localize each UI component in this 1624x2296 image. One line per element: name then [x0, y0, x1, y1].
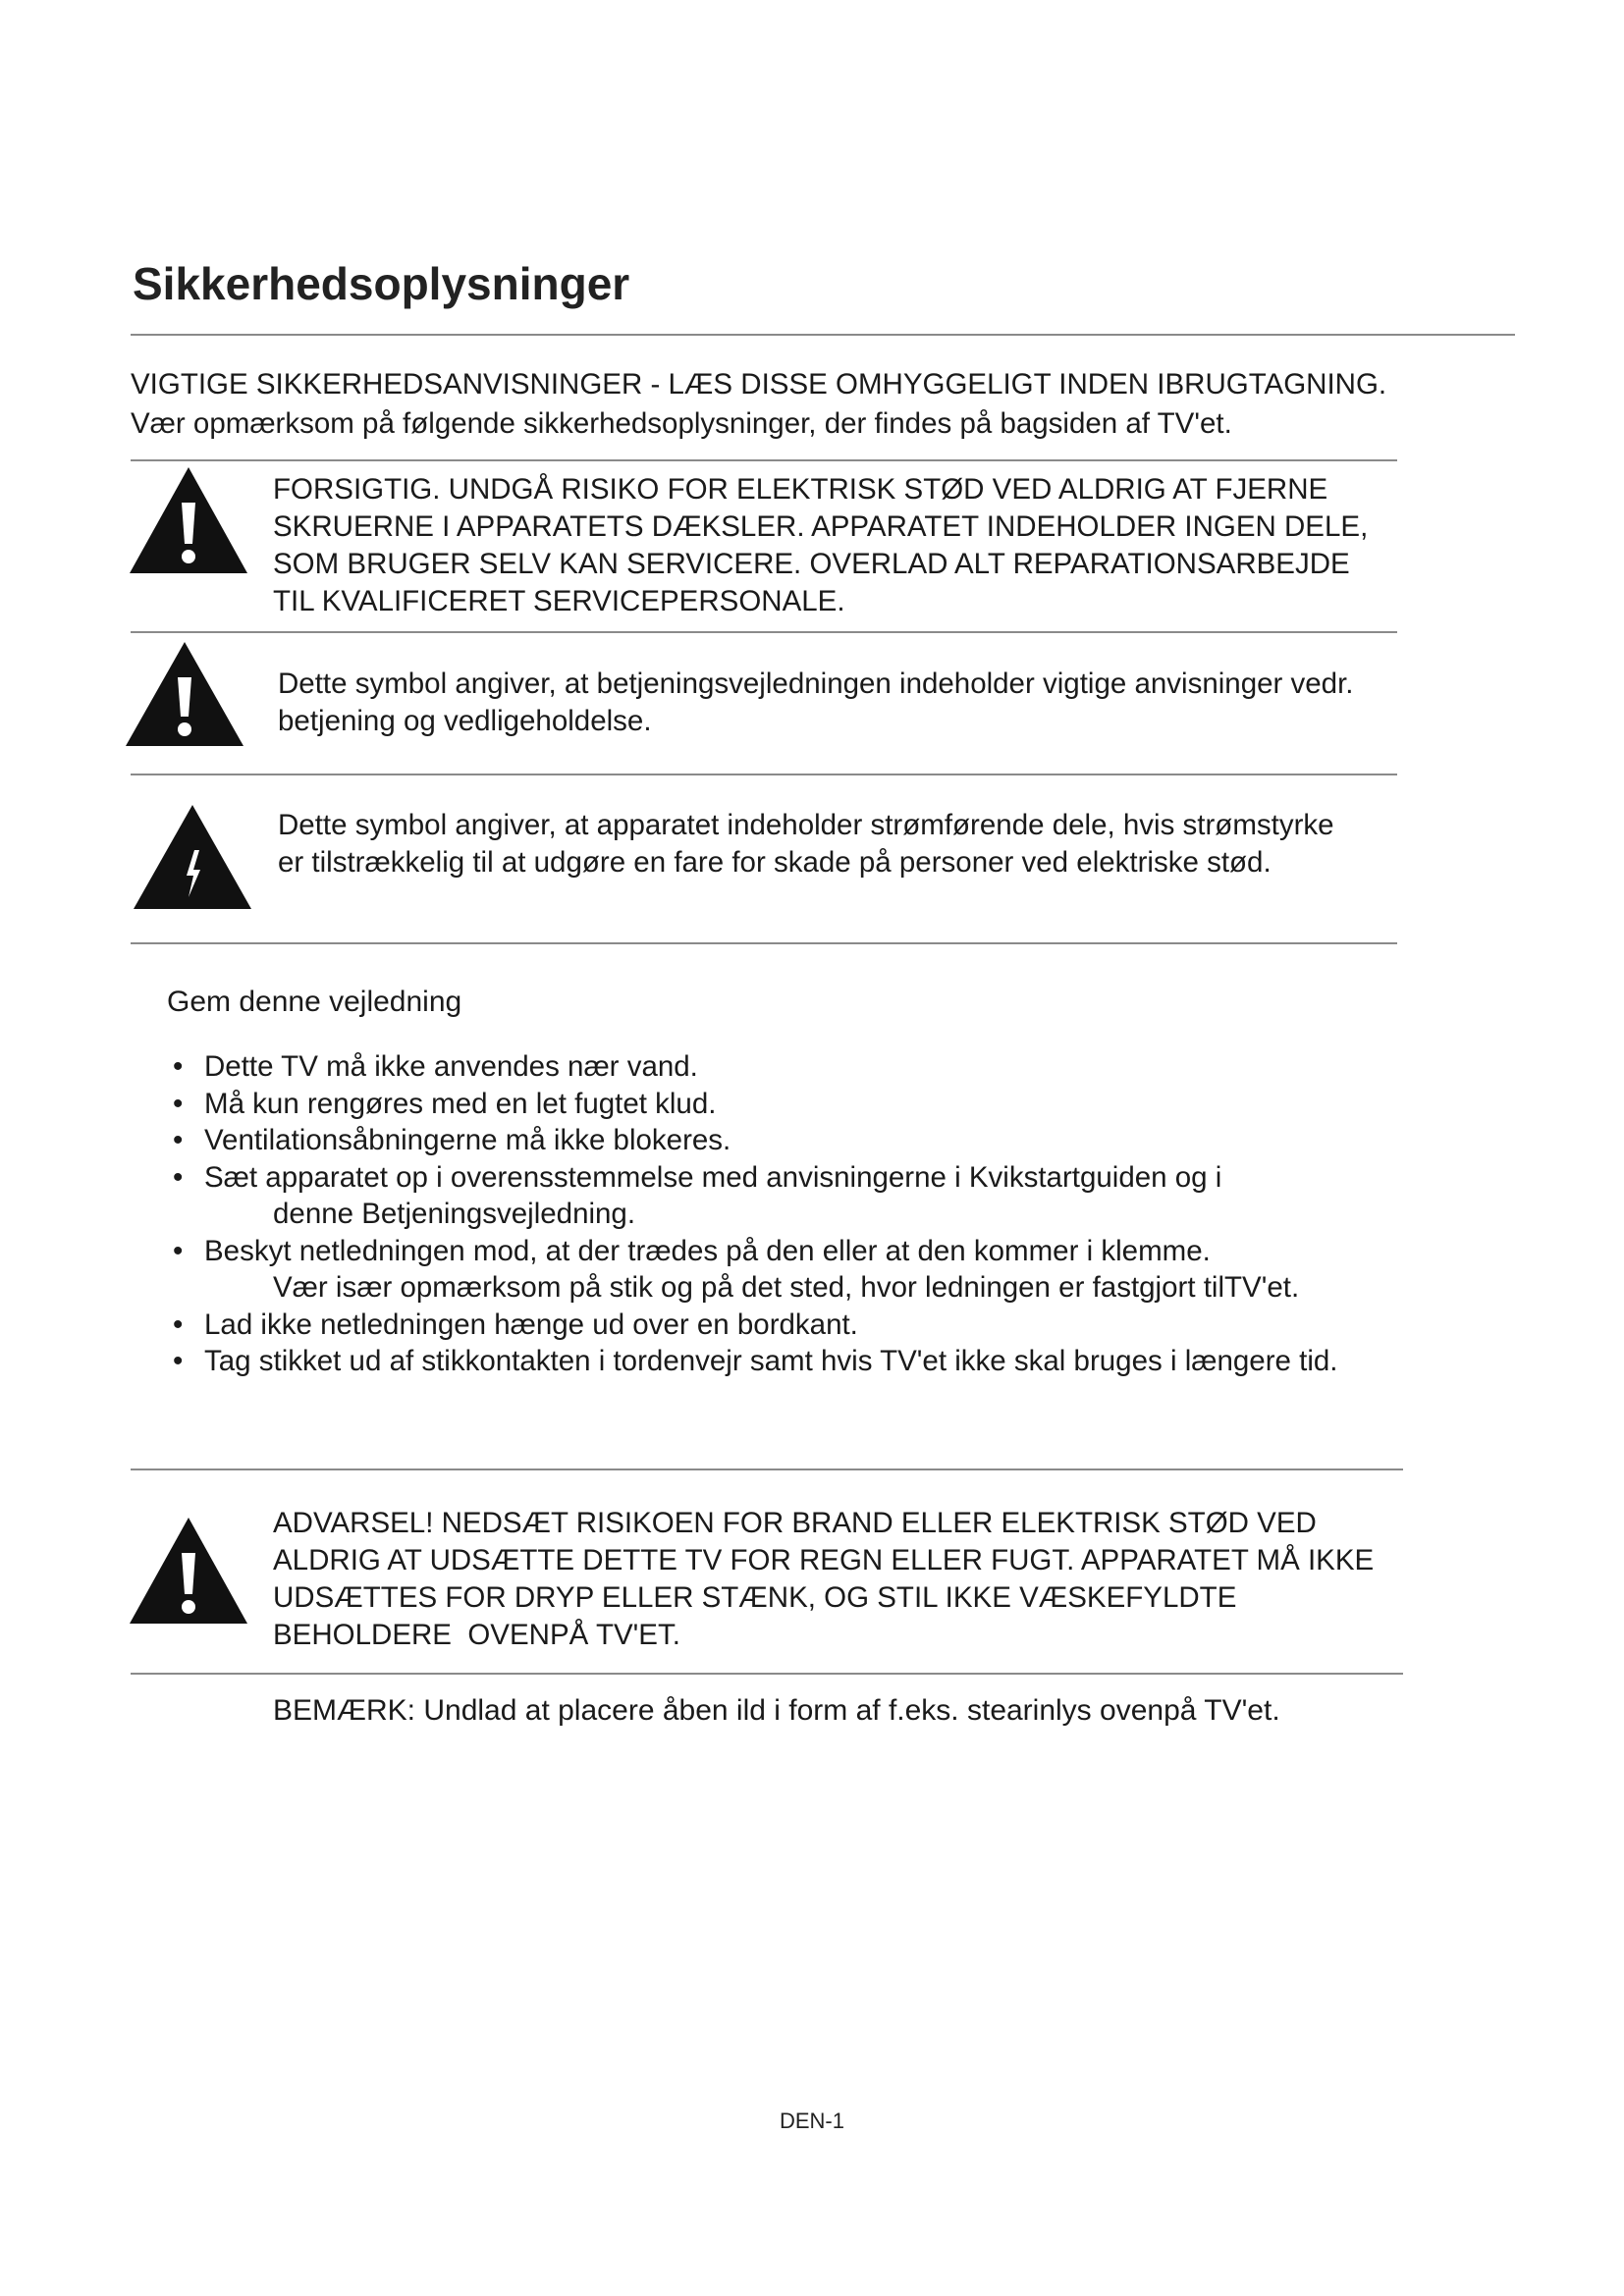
rule-text: Ventilationsåbningerne må ikke blokeres. [204, 1124, 731, 1156]
warning-triangle-icon [128, 1516, 249, 1626]
lightning-symbol-text [278, 807, 1456, 881]
section-divider [131, 631, 1397, 633]
lightning-triangle-icon [132, 803, 253, 911]
exclamation-symbol-text [278, 666, 1456, 740]
warning-line: UDSÆTTES FOR DRYP ELLER STÆNK, OG STIL IKKE VÆSKEFYLDTE [273, 1581, 1237, 1614]
intro-line: Vær opmærksom på følgende sikkerhedsoplysninger, der findes på bagsiden af TV'et. [131, 407, 1232, 440]
safety-rules-list [169, 1048, 1543, 1380]
section-divider [131, 942, 1397, 944]
section-divider [131, 774, 1397, 775]
title-divider [131, 334, 1515, 336]
page-number: DEN-1 [779, 2109, 844, 2133]
list-item [169, 1086, 1543, 1123]
section-divider [131, 1673, 1403, 1675]
warning-line: ALDRIG AT UDSÆTTE DETTE TV FOR REGN ELLER FUGT. APPARATET MÅ IKKE [273, 1544, 1375, 1576]
rule-text: Beskyt netledningen mod, at der trædes på den eller at den kommer i klemme. [204, 1234, 1211, 1267]
warning-triangle-icon [128, 465, 249, 575]
warning-line: BEHOLDERE OVENPÅ TV'ET. [273, 1619, 680, 1651]
list-item [169, 1159, 1543, 1233]
caution-line: SOM BRUGER SELV KAN SERVICERE. OVERLAD ALT REPARATIONSARBEJDE [273, 548, 1350, 580]
rule-text: Dette TV må ikke anvendes nær vand. [204, 1050, 698, 1083]
exclamation-symbol-line: betjening og vedligeholdelse. [278, 705, 652, 737]
list-item [169, 1343, 1543, 1380]
list-item [169, 1233, 1543, 1307]
list-item [169, 1307, 1543, 1344]
caution-text [273, 471, 1490, 620]
section-divider [131, 1468, 1403, 1470]
rule-continuation: denne Betjeningsvejledning. [273, 1198, 636, 1230]
intro-text [131, 365, 1594, 444]
caution-line: TIL KVALIFICERET SERVICEPERSONALE. [273, 585, 845, 617]
page-title: Sikkerhedsoplysninger [133, 258, 630, 309]
rule-text: Tag stikket ud af stikkontakten i tordenvejr samt hvis TV'et ikke skal bruges i længere tid. [204, 1345, 1338, 1377]
intro-line: VIGTIGE SIKKERHEDSANVISNINGER - LÆS DISSE OMHYGGELIGT INDEN IBRUGTAGNING. [131, 368, 1387, 400]
rule-text: Lad ikke netledningen hænge ud over en bordkant. [204, 1308, 858, 1341]
list-item [169, 1122, 1543, 1159]
rule-text: Sæt apparatet op i overensstemmelse med anvisningerne i Kvikstartguiden og i [204, 1160, 1222, 1194]
save-heading: Gem denne vejledning [167, 986, 462, 1018]
warning-text [273, 1505, 1490, 1654]
lightning-symbol-line: Dette symbol angiver, at apparatet indeholder strømførende dele, hvis strømstyrke [278, 809, 1334, 841]
exclamation-triangle-icon [124, 640, 245, 748]
note-text: BEMÆRK: Undlad at placere åben ild i form af f.eks. stearinlys ovenpå TV'et. [273, 1694, 1280, 1727]
rule-text: Må kun rengøres med en let fugtet klud. [204, 1087, 717, 1120]
section-divider [131, 459, 1397, 461]
list-item [169, 1048, 1543, 1086]
exclamation-symbol-line: Dette symbol angiver, at betjeningsvejledningen indeholder vigtige anvisninger vedr. [278, 667, 1354, 700]
caution-line: SKRUERNE I APPARATETS DÆKSLER. APPARATET INDEHOLDER INGEN DELE, [273, 510, 1369, 543]
warning-line: ADVARSEL! NEDSÆT RISIKOEN FOR BRAND ELLER ELEKTRISK STØD VED [273, 1507, 1317, 1539]
caution-line: FORSIGTIG. UNDGÅ RISIKO FOR ELEKTRISK STØD VED ALDRIG AT FJERNE [273, 473, 1328, 506]
rule-continuation: Vær især opmærksom på stik og på det sted, hvor ledningen er fastgjort tilTV'et. [273, 1271, 1300, 1304]
lightning-symbol-line: er tilstrækkelig til at udgøre en fare for skade på personer ved elektriske stød. [278, 846, 1272, 879]
